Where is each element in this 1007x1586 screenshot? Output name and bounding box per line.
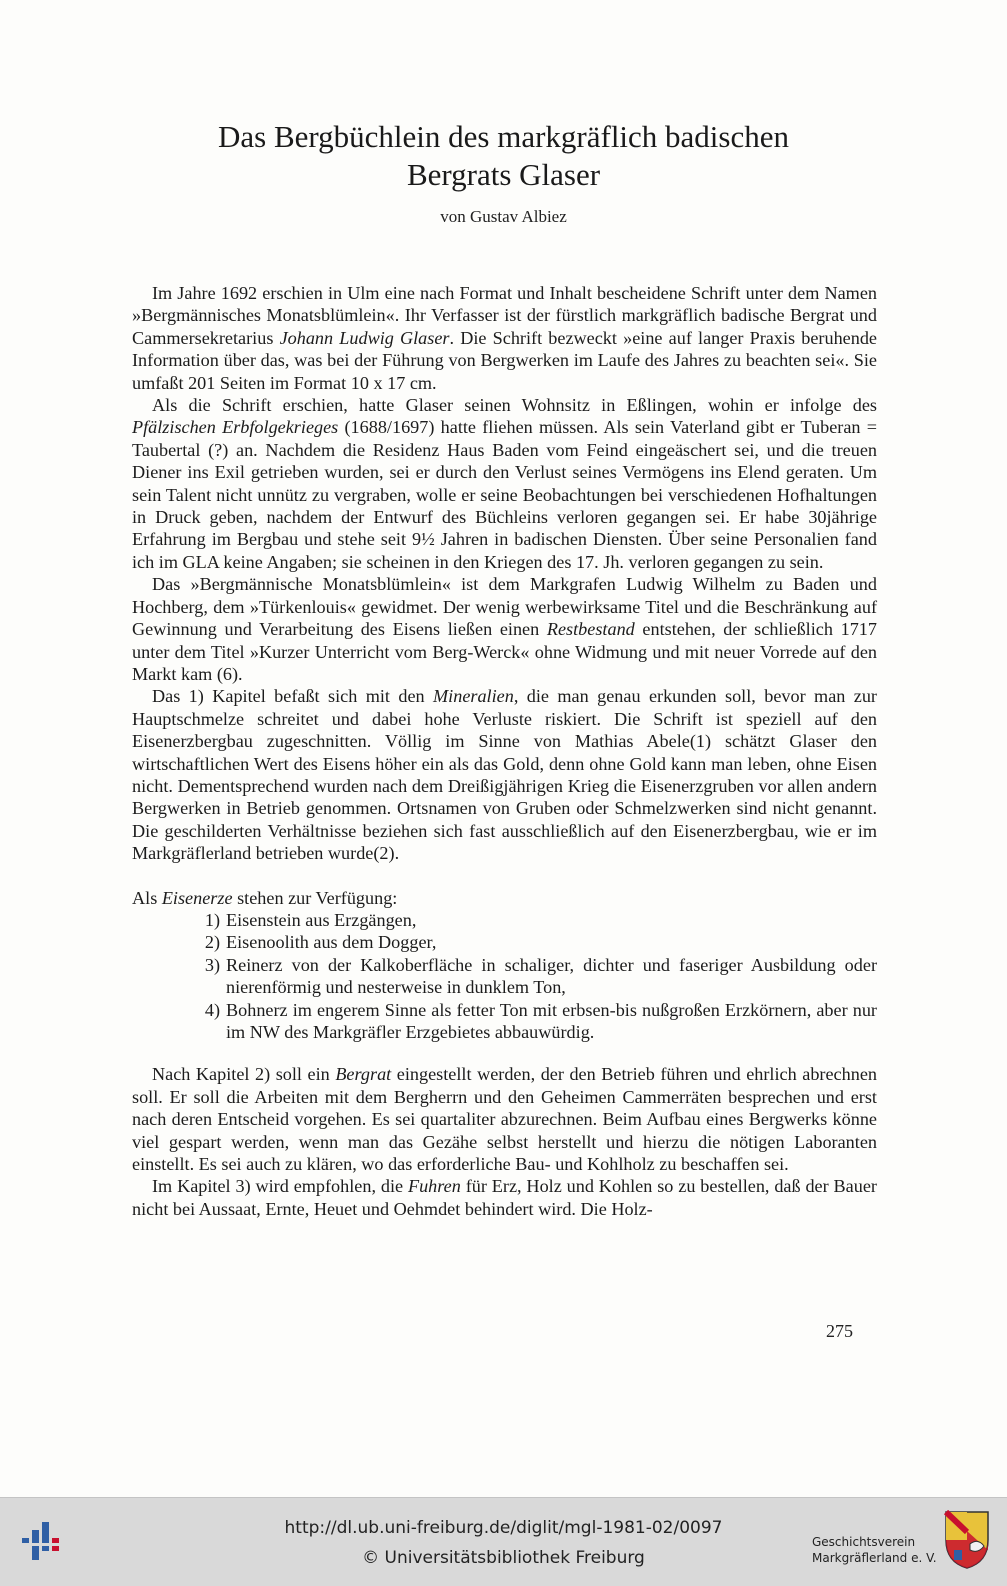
list-item: 2) Eisenoolith aus dem Dogger, bbox=[204, 932, 437, 953]
paragraph: Das »Bergmännische Monatsblümlein« ist dem Markgrafen Ludwig Wilhelm zu Baden und Hochberg, dem »Türkenlouis« gewidmet. Der wenig werbewirksame Titel und die Beschränkung auf Gewinnung und Verarbeitung des Eisens ließen einen Restbestand entstehen, der schließlich 1717 unter dem Titel »Kurzer Unterricht vom Berg-Werck« ohne Widmung und mit neuer Vorrede auf den Markt kam (6). bbox=[132, 574, 877, 684]
paragraph: Nach Kapitel 2) soll ein Bergrat eingestellt werden, der den Betrieb führen und ehrlich abrechnen soll. Er soll die Arbeiten mit dem Bergherrn und den Geheimen Cammerräten besprechen und erst nach deren Entscheid vorgehen. Es sei quartaliter abzurechnen. Beim Aufbau eines Bergwerks könne viel gespart werden, wenn man das Gezähe selbst herstellt und hierzu die nötigen Laboranten einstellt. Es sei auch zu klären, wo das erforderliche Bau- und Kohlholz zu beschaffen sei. bbox=[132, 1064, 877, 1175]
paragraph: Als die Schrift erschien, hatte Glaser seinen Wohnsitz in Eßlingen, wohin er infolge des Pfälzischen Erbfolgekrieges (1688/1697) hatte fliehen müssen. Als sein Vaterland gibt er Tuberan = Taubertal (?) an. Nachdem die Residenz Haus Baden vom Feind eingeäschert sei, und die treuen Diener ins Exil getrieben wurden, sei er durch den Verlust seines Vermögens ins Elend geraten. Um sein Talent nicht unnütz zu vergraben, wolle er seine Beobachtungen bei verschiedenen Hofhaltungen in Druck geben, nachdem der Entwurf des Büchleins verloren gegangen sei. Er habe 30jährige Erfahrung im Bergbau und stehe seit 9½ Jahren in badischen Diensten. Über seine Personalien fand ich im GLA keine Angaben; sie scheinen in den Kriegen des 17. Jh. verloren gegangen zu sein. bbox=[132, 395, 877, 572]
list-item: 1) Eisenstein aus Erzgängen, bbox=[204, 909, 417, 930]
paragraph: Als Eisenerze stehen zur Verfügung: bbox=[132, 887, 398, 908]
document-url-link[interactable]: http://dl.ub.uni-freiburg.de/diglit/mgl-1981-02/0097 bbox=[284, 1518, 723, 1538]
page-number: 275 bbox=[826, 1321, 853, 1341]
article-title-line2: Bergrats Glaser bbox=[406, 157, 601, 192]
paragraph: Im Jahre 1692 erschien in Ulm eine nach Format und Inhalt bescheidene Schrift unter dem Namen »Bergmännisches Monatsblümlein«. Ihr Verfasser ist der fürstlich markgräflich badische Bergrat und Cammersekretarius Johann Ludwig Glaser. Die Schrift bezweckt »eine auf langer Praxis beruhende Information über das, was bei der Führung von Bergwerken im Laufe des Jahres zu beachten sei«. Sie umfaßt 201 Seiten im Format 10 x 17 cm. bbox=[132, 283, 877, 393]
society-name: Geschichtsverein Markgräflerland e. V. bbox=[812, 1535, 937, 1565]
paragraph: Das 1) Kapitel befaßt sich mit den Mineralien, die man genau erkunden soll, bevor man zur Hauptschmelze schreitet und dabei hohe Verluste riskiert. Die Schrift ist speziell auf den Eisenerzbergbau zugeschnitten. Völlig im Sinne von Mathias Abele(1) schätzt Glaser den wirtschaftlichen Wert des Eisens höher ein als das Gold, denn ohne Gold kann man leben, ohne Eisen nicht. Dementsprechend wurden nach dem Dreißigjährigen Krieg die Eisenerzgruben vor allen andern Bergwerken in Betrieb genommen. Ortsnamen von Gruben oder Schmelzwerken sind nicht genannt. Die geschilderten Verhältnisse beziehen sich fast ausschließlich auf den Eisenerzbergbau, wie er im Markgräflerland betrieben wurde(2). bbox=[132, 686, 877, 864]
article-body bbox=[132, 282, 877, 1220]
footer-bar bbox=[0, 1497, 1007, 1586]
coat-of-arms-icon bbox=[944, 1510, 990, 1570]
copyright-text: © Universitätsbibliothek Freiburg bbox=[362, 1548, 645, 1568]
ore-list bbox=[132, 909, 877, 1043]
paragraph: Im Kapitel 3) wird empfohlen, die Fuhren für Erz, Holz und Kohlen so zu bestellen, daß der Bauer nicht bei Aussaat, Ernte, Heuet und Oehmdet behindert wird. Die Holz- bbox=[132, 1176, 877, 1219]
article-title-line1: Das Bergbüchlein des markgräflich badischen bbox=[217, 119, 790, 154]
article-title bbox=[0, 118, 1007, 194]
list-item: 3) Reinerz von der Kalkoberfläche in schaliger, dichter und faseriger Ausbildung oder nierenförmig und nesterweise in dunklem Ton, bbox=[204, 954, 877, 998]
article-author: von Gustav Albiez bbox=[440, 207, 567, 226]
list-item: 4) Bohnerz im engerem Sinne als fetter Ton mit erbsen-bis nußgroßen Erzkörnern, aber nur im NW des Markgräfler Erzgebietes abbauwürdig. bbox=[204, 999, 877, 1042]
